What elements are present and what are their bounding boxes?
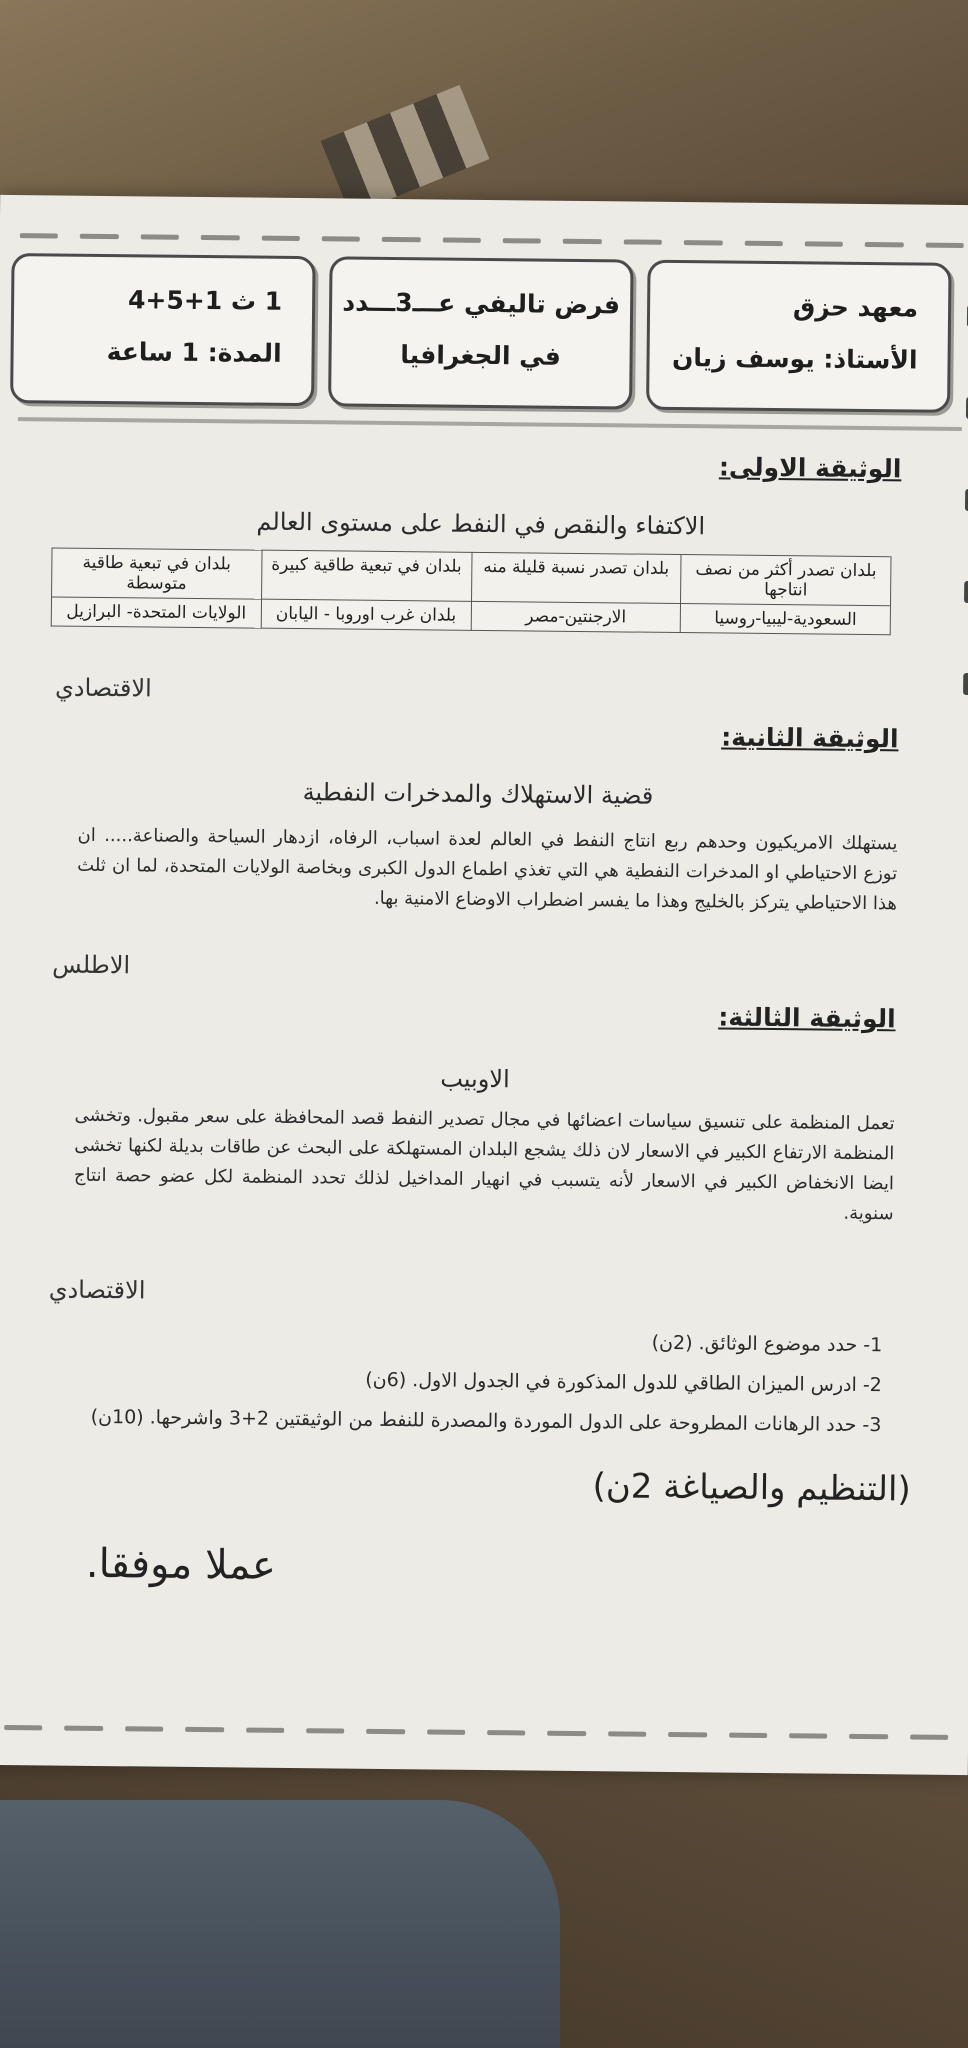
exam-subject: في الجغرافيا xyxy=(400,340,562,371)
exam-title: فرض تاليفي عـــ3ـــدد xyxy=(342,287,621,320)
class-level: 1 ث 1+5+4 xyxy=(127,285,283,316)
scoring-note: (التنظيم والصياغة 2ن) xyxy=(592,1466,911,1510)
doc2-heading: قضية الاستهلاك والمدخرات النفطية xyxy=(302,778,654,810)
doc1-source: الاقتصادي xyxy=(54,673,152,703)
energy-table xyxy=(51,547,892,635)
doc1-heading: الاكتفاء والنقص في النفط على مستوى العالم xyxy=(256,507,706,541)
table-cell: الارجنتين-مصر xyxy=(471,601,681,632)
table-header-cell: بلدان في تبعية طاقية متوسطة xyxy=(52,548,262,599)
background-cloth xyxy=(0,1800,560,2048)
table-cell: الولايات المتحدة- البرازيل xyxy=(51,597,261,628)
exam-sheet xyxy=(0,195,968,1775)
exam-duration: المدة: 1 ساعة xyxy=(106,337,282,368)
doc3-source: الاقتصادي xyxy=(48,1275,146,1305)
table-header-cell: بلدان في تبعية طاقية كبيرة xyxy=(261,550,471,601)
doc3-label: الوثيقة الثالثة: xyxy=(718,1002,896,1034)
doc2-label: الوثيقة الثانية: xyxy=(721,722,899,754)
exam-header xyxy=(10,253,952,413)
school-box xyxy=(646,260,952,413)
doc3-heading: الاوبيب xyxy=(440,1064,510,1094)
table-header-cell: بلدان تصدر نسبة قليلة منه xyxy=(471,552,681,603)
table-cell: بلدان غرب اوروبا - اليابان xyxy=(261,599,471,630)
bottom-perforation xyxy=(4,1725,948,1743)
doc1-label: الوثيقة الاولى: xyxy=(718,452,902,484)
table-header-cell: بلدان تصدر أكثر من نصف انتاجها xyxy=(681,555,891,606)
closing-message: عملا موفقا. xyxy=(85,1540,277,1589)
question-3: 3- حدد الرهانات المطروحة على الدول الموردة والمصدرة للنفط من الوثيقتين 2+3 واشرحها. (10ن) xyxy=(90,1405,882,1437)
exam-title-box xyxy=(328,256,634,409)
school-name: معهد حزق xyxy=(792,292,919,323)
top-perforation xyxy=(20,233,964,251)
doc3-paragraph: تعمل المنظمة على تنسيق سياسات اعضائها في مجال تصدير النفط قصد المحافظة على سعر مقبول. وتخشى المنظمة الارتفاع الكبير في الاسعار لان ذلك يشجع البلدان المستهلكة على البحث عن طاقات بديلة لكنها تخشى ايضا الانخفاض الكبير في الاسعار لأنه يتسبب في انهيار المداخيل لذلك تحدد المنظمة لكل عضو حصة انتاج سنوية. xyxy=(73,1104,895,1225)
question-1: 1- حدد موضوع الوثائق. (2ن) xyxy=(651,1331,883,1357)
doc2-paragraph: يستهلك الامريكيون وحدهم ربع انتاج النفط في العالم لعدة اسباب، الرفاه، ازدهار السياحة والصناعة..... ان توزع الاحتياطي او المدخرات النفطية هي التي تغذي اطماع الدول الكبرى وبخاصة الولايات المتحدة، لما ان ثلث هذا الاحتياطي يتركز بالخليج وهذا ما يفسر اضطراب الاوضاع الامنية بها. xyxy=(77,824,898,915)
question-2: 2- ادرس الميزان الطاقي للدول المذكورة في الجدول الاول. (6ن) xyxy=(365,1368,882,1397)
class-box xyxy=(10,253,316,406)
teacher-name: الأستاذ: يوسف زيان xyxy=(671,342,918,375)
doc2-source: الاطلس xyxy=(52,950,131,980)
table-cell: السعودية-ليبيا-روسيا xyxy=(680,604,890,635)
table-header-row xyxy=(52,548,891,606)
header-divider xyxy=(18,417,962,431)
